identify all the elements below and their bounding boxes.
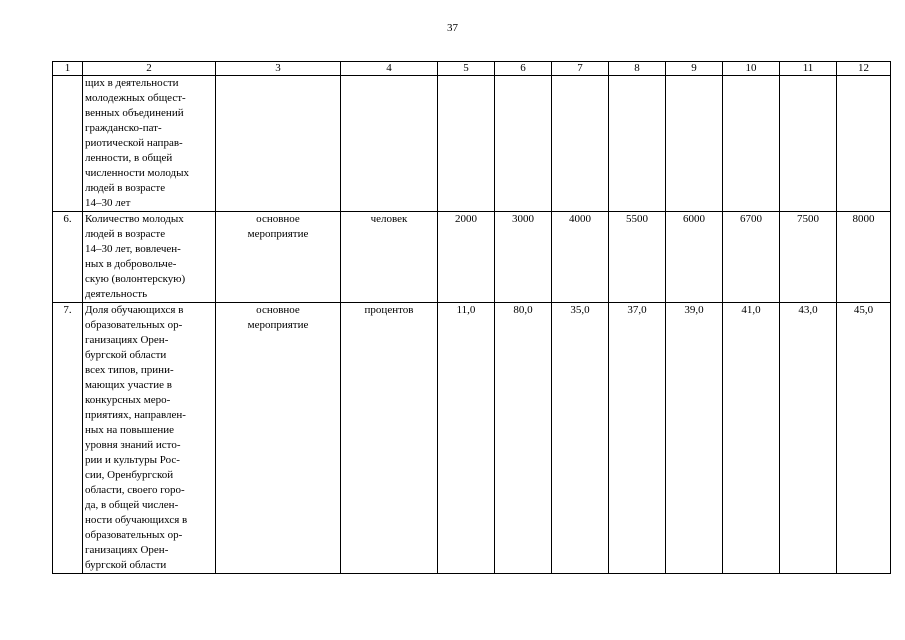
indicator-type-line: мероприятие [247,319,309,331]
header-cell: 5 [438,62,495,76]
indicator-name [83,76,216,212]
value-cell: 7500 [780,212,837,303]
indicator-name-line: Количество молодых [85,213,184,225]
indicator-type [216,303,341,574]
indicator-name-line: области, своего горо- [85,484,185,496]
header-cell: 3 [216,62,341,76]
header-cell: 10 [723,62,780,76]
header-cell: 2 [83,62,216,76]
indicator-name-line: ленности, в общей [85,152,173,164]
indicator-type [216,212,341,303]
value-cell [609,76,666,212]
header-cell: 1 [53,62,83,76]
table-header-row [53,62,891,76]
value-cell: 4000 [552,212,609,303]
indicator-name-line: 14–30 лет, вовлечен- [85,243,181,255]
value-cell: 37,0 [609,303,666,574]
header-cell: 9 [666,62,723,76]
indicator-name-line: приятиях, направлен- [85,409,186,421]
row-number: 6. [53,212,83,303]
indicator-name [83,303,216,574]
table-row [53,212,891,303]
indicator-type [216,76,341,212]
value-cell: 80,0 [495,303,552,574]
value-cell [438,76,495,212]
header-cell: 6 [495,62,552,76]
indicator-name-line: ганизациях Орен- [85,334,169,346]
indicator-name-line: риотической направ- [85,137,183,149]
indicator-name-line: бургской области [85,559,167,571]
value-cell [666,76,723,212]
indicator-type-line: основное [256,213,300,225]
value-cell: 35,0 [552,303,609,574]
indicator-name-line: образовательных ор- [85,319,183,331]
value-cell [780,76,837,212]
indicator-name-line: ганизациях Орен- [85,544,169,556]
indicator-name-line: щих в деятельности [85,77,179,89]
indicator-name-line: ных на повышение [85,424,175,436]
value-cell [837,76,891,212]
indicator-type-line: мероприятие [247,228,309,240]
value-cell: 6000 [666,212,723,303]
value-cell: 2000 [438,212,495,303]
indicator-name-line: конкурсных меро- [85,394,171,406]
value-cell: 11,0 [438,303,495,574]
indicator-name-line: людей в возрасте [85,228,166,240]
unit-of-measure: человек [341,212,438,303]
indicator-name-line: людей в возрасте [85,182,166,194]
row-number [53,76,83,212]
indicator-name-line: венных объединений [85,107,184,119]
header-cell: 11 [780,62,837,76]
indicator-type-line: основное [256,304,300,316]
indicator-name-line: уровня знаний исто- [85,439,181,451]
unit-of-measure: процентов [341,303,438,574]
value-cell: 39,0 [666,303,723,574]
table-body [53,62,891,574]
indicator-name-line: ных в добровольче- [85,258,177,270]
indicator-name-line: численности молодых [85,167,190,179]
indicator-name-line: всех типов, прини- [85,364,174,376]
indicator-name-line: бургской области [85,349,167,361]
indicators-table [52,61,891,574]
indicator-name-line: да, в общей числен- [85,499,179,511]
value-cell [552,76,609,212]
indicator-name [83,212,216,303]
value-cell: 41,0 [723,303,780,574]
page-number: 37 [447,22,458,34]
indicator-name-line: гражданско-пат- [85,122,162,134]
indicator-name-line: ности обучающихся в [85,514,188,526]
header-cell: 4 [341,62,438,76]
indicator-name-line: сии, Оренбургской [85,469,174,481]
indicator-name-line: деятельность [85,288,148,300]
indicator-name-line: образовательных ор- [85,529,183,541]
value-cell: 3000 [495,212,552,303]
table-row [53,76,891,212]
value-cell: 43,0 [780,303,837,574]
unit-of-measure [341,76,438,212]
value-cell: 8000 [837,212,891,303]
value-cell: 6700 [723,212,780,303]
value-cell [723,76,780,212]
value-cell: 45,0 [837,303,891,574]
header-cell: 8 [609,62,666,76]
indicator-name-line: скую (волонтерскую) [85,273,186,285]
value-cell [495,76,552,212]
header-cell: 12 [837,62,891,76]
table-row [53,303,891,574]
indicator-name-line: молодежных общест- [85,92,186,104]
indicator-name-line: 14–30 лет [85,197,131,209]
indicator-name-line: рии и культуры Рос- [85,454,180,466]
indicator-name-line: Доля обучающихся в [85,304,184,316]
header-cell: 7 [552,62,609,76]
value-cell: 5500 [609,212,666,303]
row-number: 7. [53,303,83,574]
indicator-name-line: мающих участие в [85,379,172,391]
